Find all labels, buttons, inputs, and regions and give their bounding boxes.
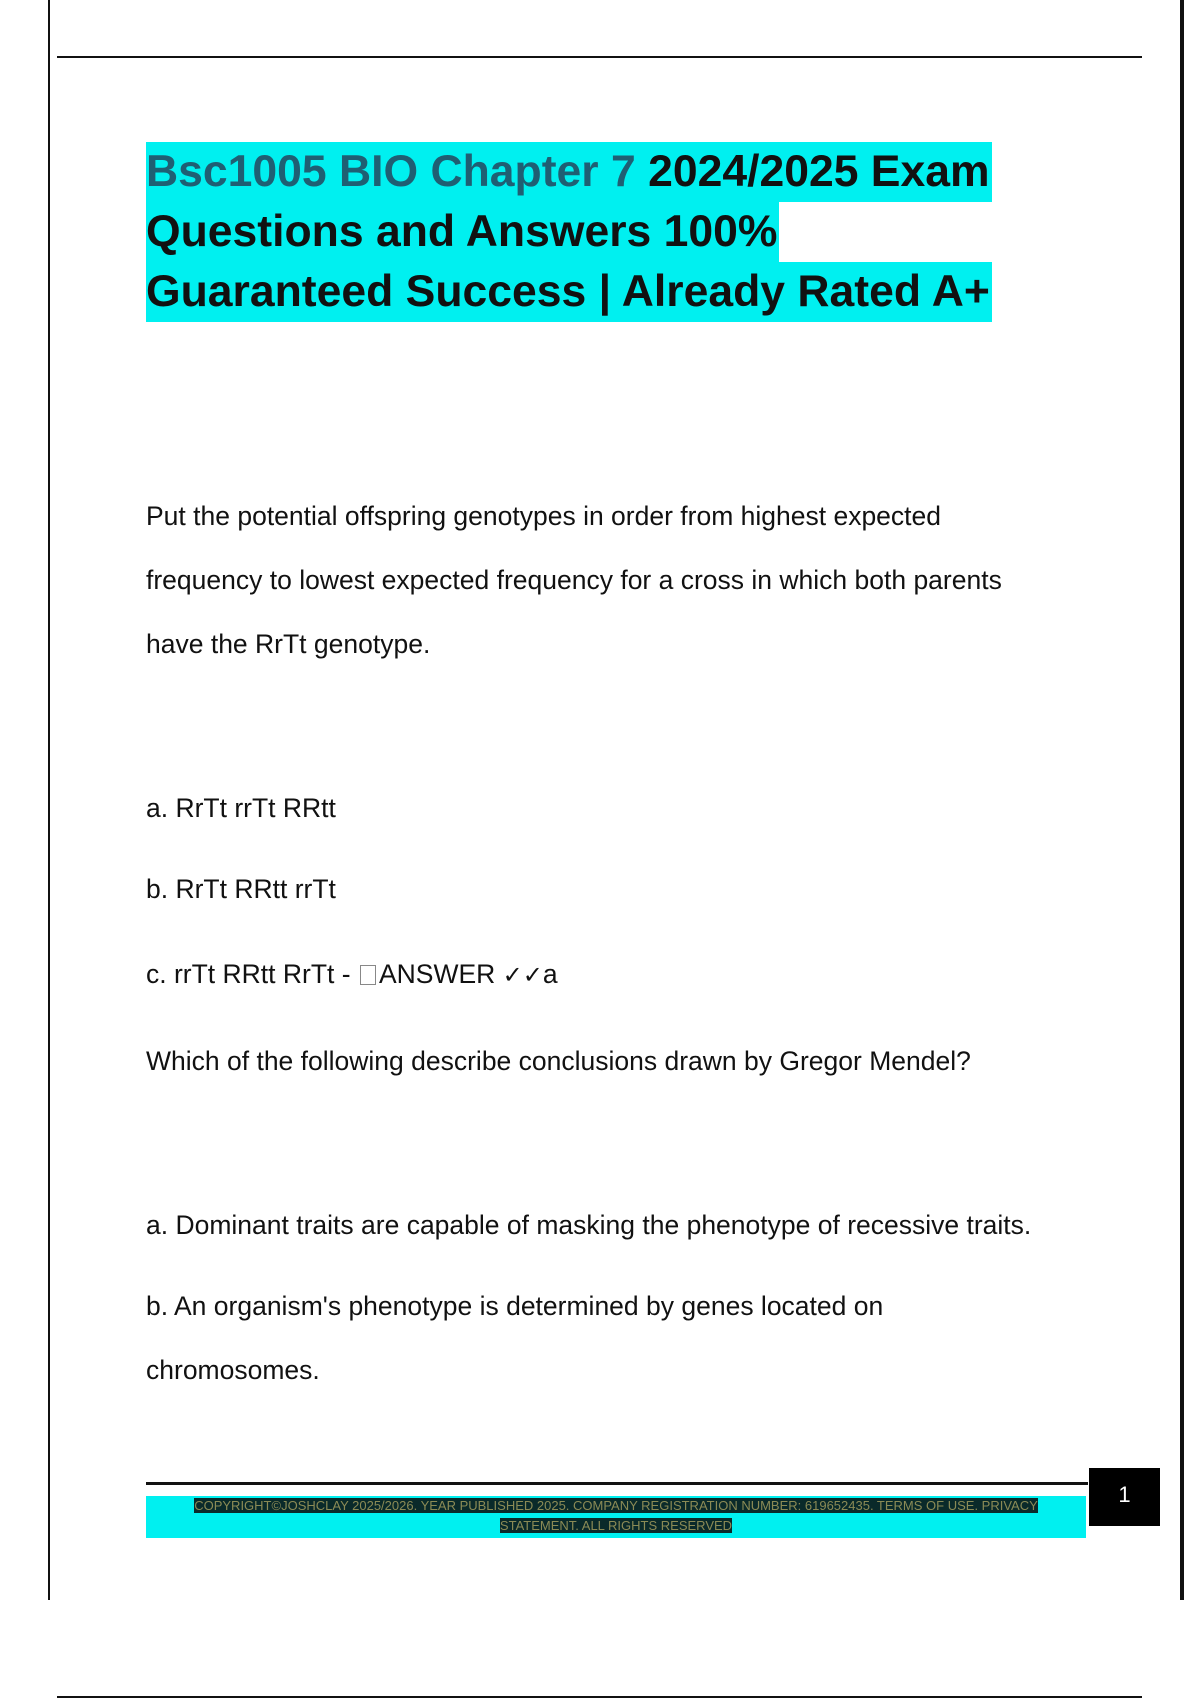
question1-line-2: frequency to lowest expected frequency for a cross in which both parents [146, 565, 1002, 595]
question1-line-3: have the RrTt genotype. [146, 629, 431, 659]
copyright-line-1: COPYRIGHT©JOSHCLAY 2025/2026. YEAR PUBLISHED 2025. COMPANY REGISTRATION NUMBER: 619652435. TERMS OF USE. PRIVACY [194, 1498, 1038, 1513]
title-line-2: Questions and Answers 100% [146, 202, 779, 262]
header-rule [57, 56, 1142, 58]
footer-rule [146, 1482, 1088, 1485]
next-page-rule [57, 1696, 1142, 1698]
question2-option-b-continued: chromosomes. [146, 1355, 320, 1385]
copyright-line-2: STATEMENT. ALL RIGHTS RESERVED [499, 1518, 733, 1533]
question2-text: Which of the following describe conclusions drawn by Gregor Mendel? [146, 1046, 971, 1076]
document-title [146, 142, 1146, 322]
answer-label: ANSWER [378, 959, 503, 989]
question2-option-a: a. Dominant traits are capable of masking the phenotype of recessive traits. [146, 1210, 1032, 1240]
question1-option-a: a. RrTt rrTt RRtt [146, 793, 336, 823]
page-number: 1 [1089, 1468, 1160, 1526]
question2-option-b: b. An organism's phenotype is determined by genes located on [146, 1291, 884, 1321]
answer-value: a [542, 959, 558, 989]
missing-glyph-box-icon [360, 965, 376, 985]
page-border-left [48, 0, 50, 1600]
question1-option-b: b. RrTt RRtt rrTt [146, 874, 336, 904]
copyright-footer [146, 1496, 1086, 1538]
checkmark-icon: ✓✓ [502, 961, 543, 989]
page-border-right [1180, 0, 1184, 1600]
title-line-1: Bsc1005 BIO Chapter 7 2024/2025 Exam [146, 142, 992, 202]
question1-line-1: Put the potential offspring genotypes in order from highest expected [146, 501, 942, 531]
question1-option-c-answer: c. rrTt RRtt RrTt - ANSWER ✓✓a [146, 959, 558, 989]
title-line-3: Guaranteed Success | Already Rated A+ [146, 262, 992, 322]
